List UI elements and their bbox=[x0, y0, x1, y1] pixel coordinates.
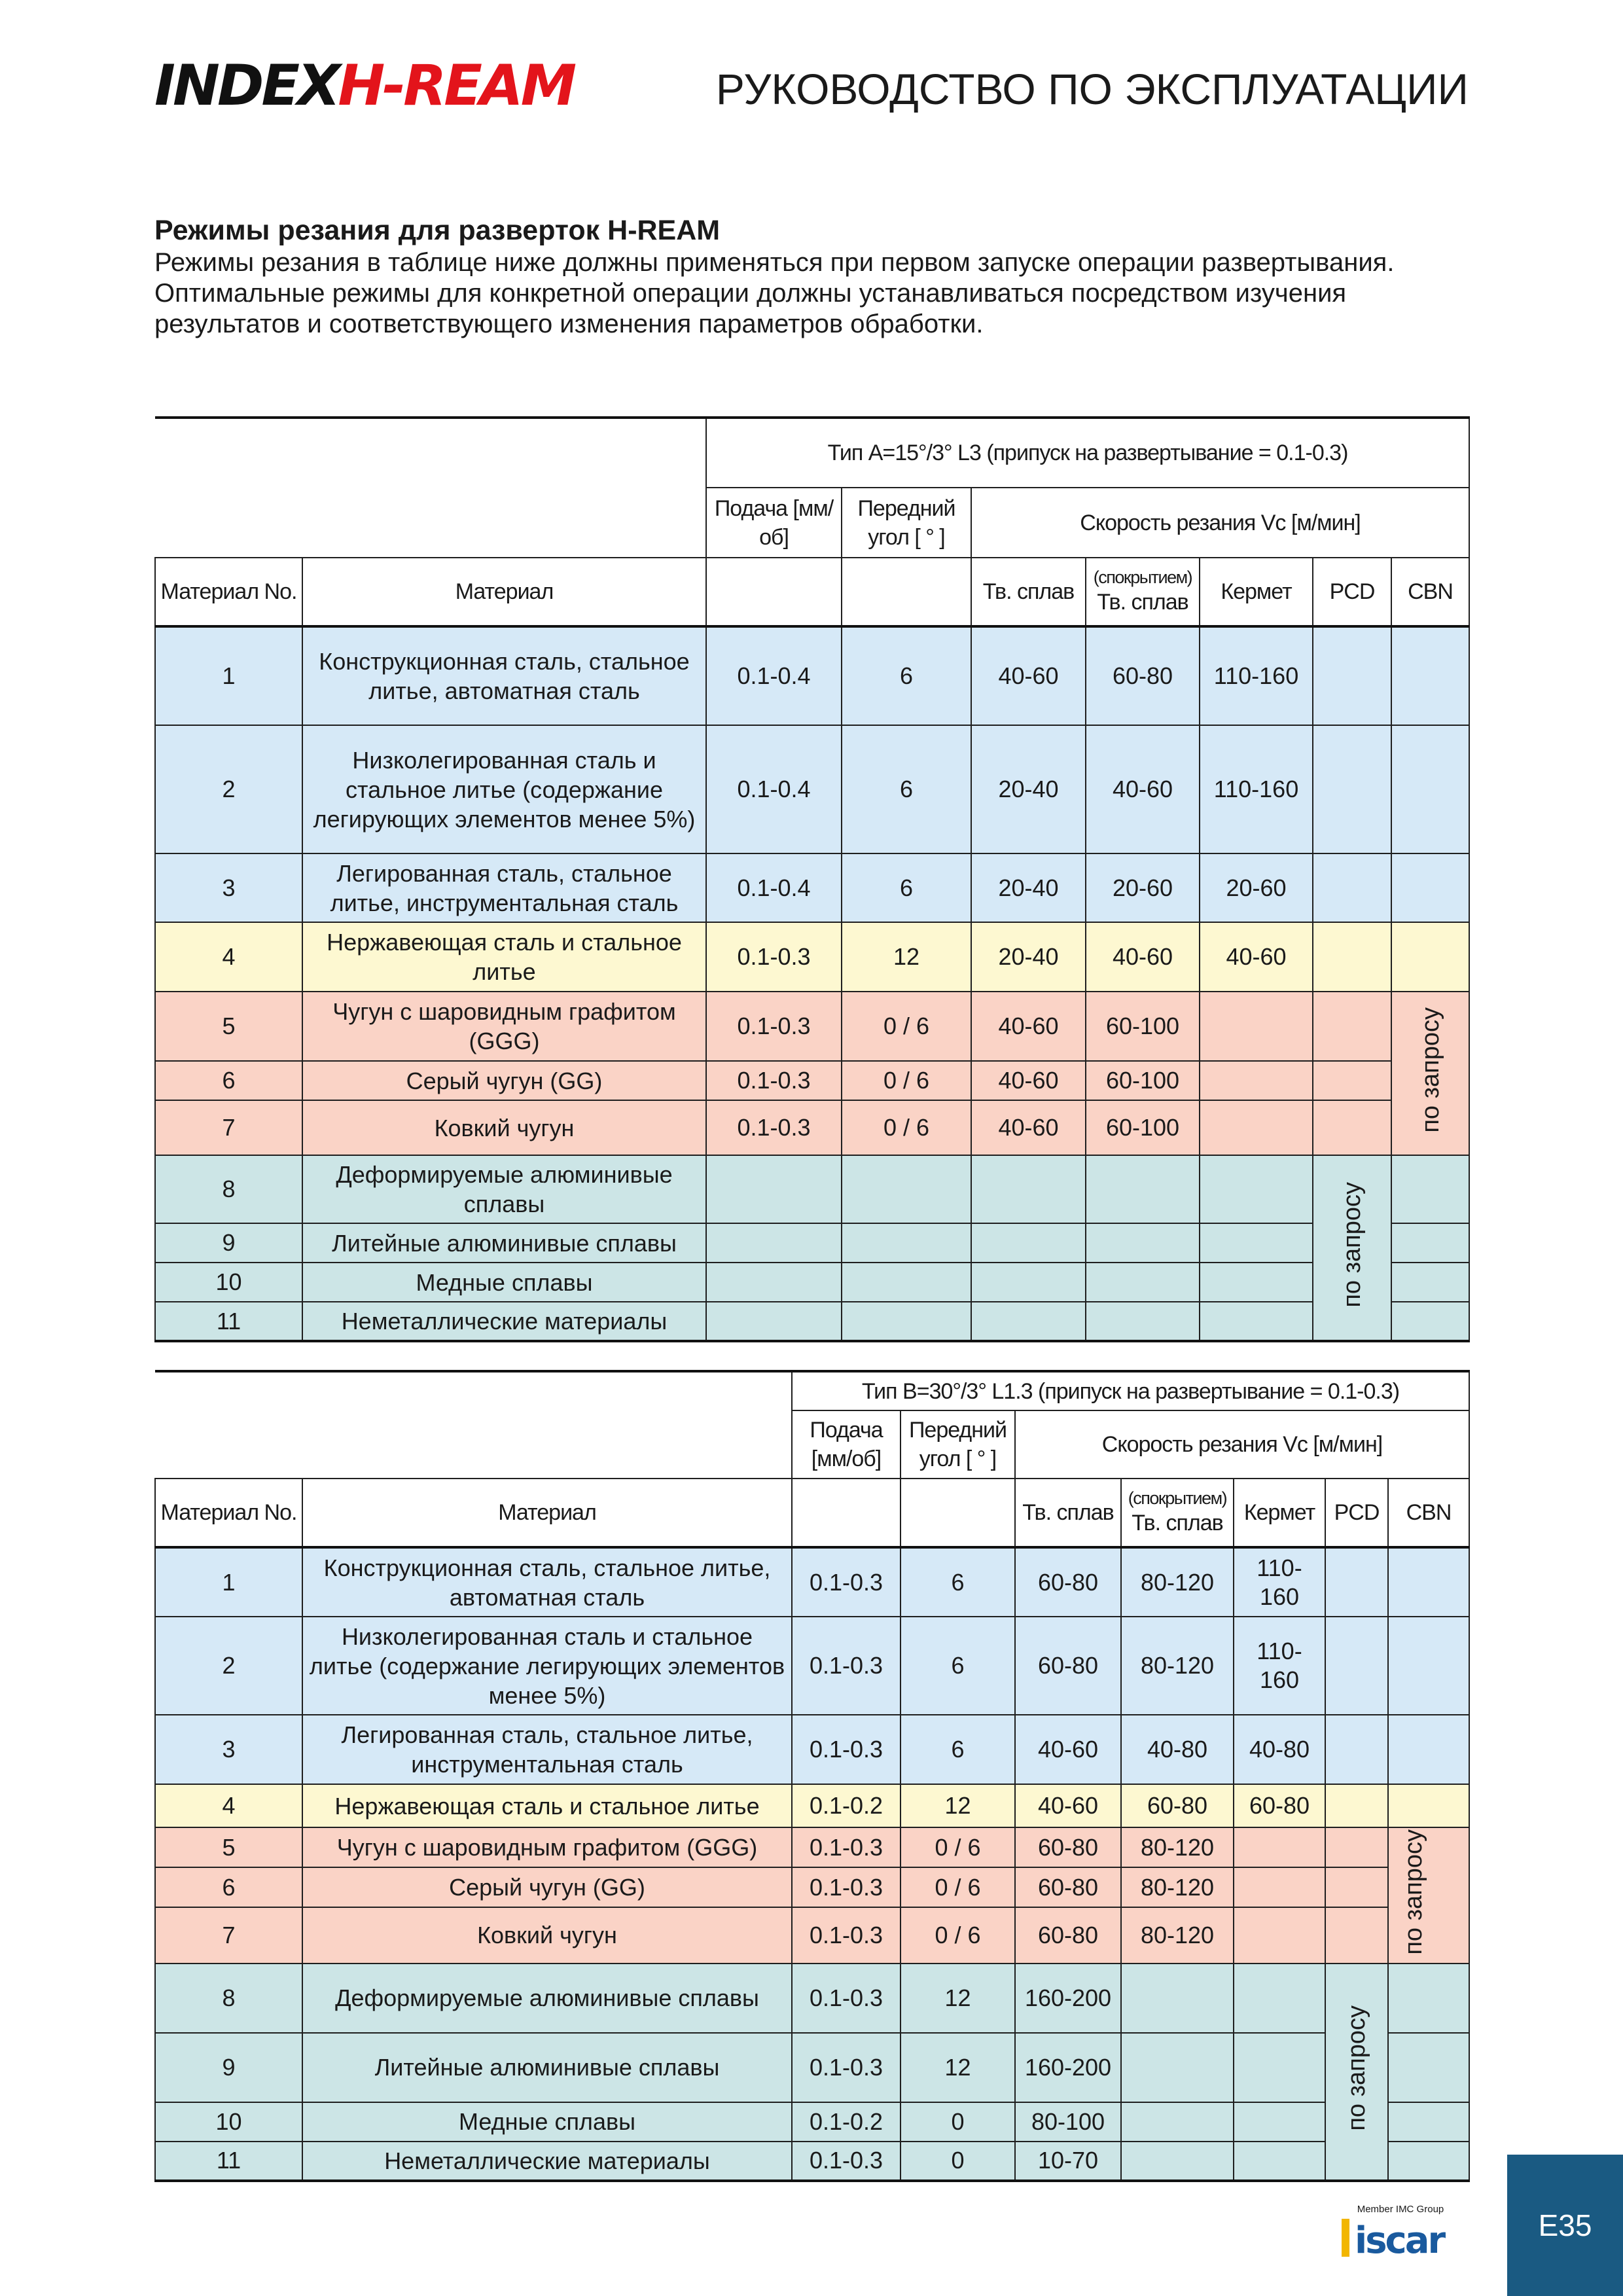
table-row: 4 Нержавеющая сталь и стальное литье 0.1-0.2 12 40-60 60-80 60-80 bbox=[155, 1784, 1469, 1827]
feed-unit-cell bbox=[706, 558, 842, 626]
table-row: 1 Конструкционная сталь, стальное литье, автоматная сталь 0.1-0.4 6 40-60 60-80 110-160 bbox=[155, 626, 1469, 725]
pcd-header: PCD bbox=[1325, 1479, 1388, 1547]
page-number-tab: E35 bbox=[1507, 2155, 1623, 2296]
table-row: 4 Нержавеющая сталь и стальное литье 0.1-0.3 12 20-40 40-60 40-60 bbox=[155, 922, 1469, 992]
pcd-header: PCD bbox=[1313, 558, 1391, 626]
type-title: Тип A=15°/3° L3 (припуск на развертывание = 0.1-0.3) bbox=[706, 418, 1469, 488]
section-intro: Режимы резания в таблице ниже должны применяться при первом запуске операции развертывания. Оптимальные режимы для конкретной операции должны устанавливаться посредством изучения результатов и соответствующего изменения параметров обработки. bbox=[154, 248, 1395, 338]
material-header: Материал bbox=[302, 558, 706, 626]
table-row: 11 Неметаллические материалы 0.1-0.3 0 10-70 bbox=[155, 2142, 1469, 2181]
table-row: 5 Чугун с шаровидным графитом (GGG) 0.1-0.3 0 / 6 60-80 80-120 по запросу bbox=[155, 1827, 1469, 1867]
carbide-header: Тв. сплав bbox=[971, 558, 1086, 626]
table-row: 9 Литейные алюминивые сплавы 0.1-0.3 12 160-200 bbox=[155, 2033, 1469, 2102]
document-title: РУКОВОДСТВО ПО ЭКСПЛУАТАЦИИ bbox=[715, 65, 1469, 113]
table-row: 10 Медные сплавы 0.1-0.2 0 80-100 bbox=[155, 2102, 1469, 2142]
table-row: 3 Легированная сталь, стальное литье, инструментальная сталь 0.1-0.3 6 40-60 40-80 40-80 bbox=[155, 1715, 1469, 1784]
cutting-table-type-b bbox=[154, 1370, 1470, 2182]
coated-carbide-header: (спокрытием) Тв. сплав bbox=[1086, 558, 1200, 626]
table-row: 11 Неметаллические материалы bbox=[155, 1302, 1469, 1341]
cermet-header: Кермет bbox=[1200, 558, 1313, 626]
table-row: 9 Литейные алюминивые сплавы bbox=[155, 1223, 1469, 1263]
carbide-header: Тв. сплав bbox=[1015, 1479, 1121, 1547]
table-row: 8 Деформируемые алюминивые сплавы по запросу bbox=[155, 1155, 1469, 1223]
table-row: 7 Ковкий чугун 0.1-0.3 0 / 6 60-80 80-120 bbox=[155, 1907, 1469, 1964]
iscar-logo-icon bbox=[1335, 2199, 1471, 2265]
table-row: 10 Медные сплавы bbox=[155, 1263, 1469, 1302]
product-logo: INDEXH-REAM bbox=[154, 53, 575, 118]
material-no-header: Материал No. bbox=[155, 1479, 302, 1547]
table-row: 5 Чугун с шаровидным графитом (GGG) 0.1-0.3 0 / 6 40-60 60-100 по запросу bbox=[155, 992, 1469, 1061]
rake-unit-cell bbox=[901, 1479, 1015, 1547]
cermet-header: Кермет bbox=[1234, 1479, 1325, 1547]
cbn-header: CBN bbox=[1391, 558, 1469, 626]
table-row: 6 Серый чугун (GG) 0.1-0.3 0 / 6 60-80 80-120 bbox=[155, 1867, 1469, 1907]
pcd-on-request: по запросу bbox=[1325, 1964, 1388, 2181]
iscar-logo bbox=[1335, 2199, 1471, 2265]
table-row: 2 Низколегированная сталь и стальное литье (содержание легирующих элементов менее 5%) 0.1-0.4 6 20-40 40-60 110-160 bbox=[155, 725, 1469, 853]
header-blank bbox=[155, 418, 706, 558]
table-row: 8 Деформируемые алюминивые сплавы 0.1-0.3 12 160-200 по запросу bbox=[155, 1964, 1469, 2033]
feed-header: Подача [мм/об] bbox=[706, 488, 842, 558]
header-blank bbox=[155, 1371, 792, 1479]
svg-text:Member IMC Group: Member IMC Group bbox=[1357, 2204, 1444, 2215]
svg-text:iscar: iscar bbox=[1355, 2219, 1444, 2262]
section-title: Режимы резания для разверток H-REAM bbox=[154, 215, 721, 246]
feed-header: Подача [мм/об] bbox=[792, 1410, 901, 1479]
cutting-table-type-a bbox=[154, 416, 1470, 1342]
table-row: 6 Серый чугун (GG) 0.1-0.3 0 / 6 40-60 60-100 bbox=[155, 1061, 1469, 1100]
pcd-on-request: по запросу bbox=[1313, 1155, 1391, 1341]
table-row: 2 Низколегированная сталь и стальное литье (содержание легирующих элементов менее 5%) 0.1-0.3 6 60-80 80-120 110-160 bbox=[155, 1617, 1469, 1715]
rake-header: Передний угол [ ° ] bbox=[842, 488, 971, 558]
speed-header: Скорость резания Vc [м/мин] bbox=[971, 488, 1469, 558]
type-title: Тип B=30°/3° L1.3 (припуск на развертывание = 0.1-0.3) bbox=[792, 1371, 1469, 1410]
table-row: 1 Конструкционная сталь, стальное литье, автоматная сталь 0.1-0.3 6 60-80 80-120 110-160 bbox=[155, 1547, 1469, 1617]
rake-unit-cell bbox=[842, 558, 971, 626]
feed-unit-cell bbox=[792, 1479, 901, 1547]
coated-carbide-header: (спокрытием) Тв. сплав bbox=[1121, 1479, 1234, 1547]
table-row: 7 Ковкий чугун 0.1-0.3 0 / 6 40-60 60-100 bbox=[155, 1100, 1469, 1155]
speed-header: Скорость резания Vc [м/мин] bbox=[1015, 1410, 1469, 1479]
cbn-header: CBN bbox=[1388, 1479, 1469, 1547]
cbn-on-request: по запросу bbox=[1391, 992, 1469, 1155]
rake-header: Передний угол [ ° ] bbox=[901, 1410, 1015, 1479]
material-header: Материал bbox=[302, 1479, 792, 1547]
table-row: 3 Легированная сталь, стальное литье, инструментальная сталь 0.1-0.4 6 20-40 20-60 20-60 bbox=[155, 853, 1469, 922]
cbn-on-request: по запросу bbox=[1388, 1827, 1469, 1964]
material-no-header: Материал No. bbox=[155, 558, 302, 626]
